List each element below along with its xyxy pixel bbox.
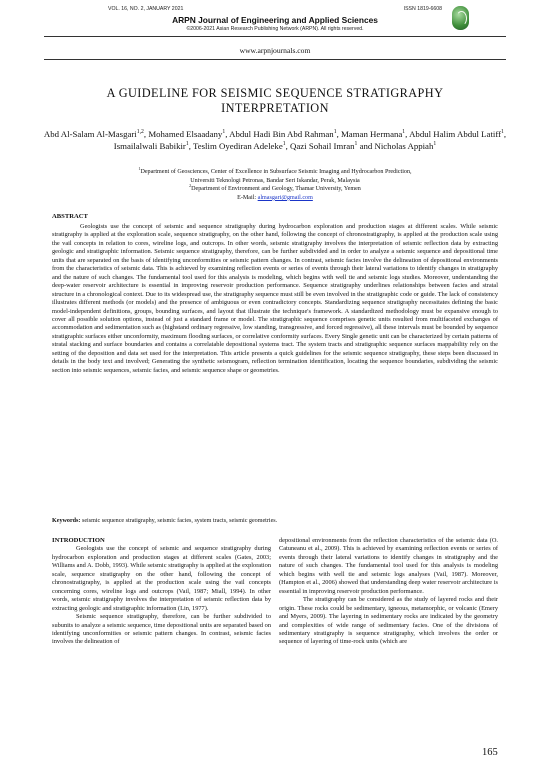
volume-info: VOL. 16, NO. 2, JANUARY 2021 — [108, 6, 184, 12]
keywords-label: Keywords: — [52, 518, 81, 524]
keywords-text: seismic sequence stratigraphy, seismic facies, system tracts, seismic geometries. — [81, 518, 278, 524]
author-6: Ismailalwali Babikir$^1$, — [113, 141, 193, 152]
header-rule-bottom — [44, 59, 506, 60]
author-1: Abd Al-Salam Al-Masgari$^{1,2}$, — [43, 129, 149, 139]
body-column-left — [52, 537, 271, 647]
author-2: Mohamed Elsaadany$^1$, — [148, 129, 230, 139]
email-line: E-Mail: almasgari@gmail.com — [237, 194, 313, 201]
author-9: and Nicholas Appiah$^1$ — [359, 141, 437, 152]
author-list — [30, 128, 520, 152]
body-paragraph: depositional environments from the reflection characteristics of the seismic data (O. Catuneanu et al., 2009). This is achieved by examining reflection events or series of events through their lateral variations to identify changes in stratigraphy and the nature of such changes. The fundamental tool used for this analysis is modeling which begins with well tie and seismic logs analyses (Vail, 1987). Moreover, (Hampton et al., 2006) showed that understanding deep water reservoir architecture is essential in improving reservoir production performance. — [279, 537, 498, 595]
body-column-right — [279, 537, 498, 647]
body-paragraph: Seismic sequence stratigraphy, therefore, can be further subdivided to subunits to analyze a seismic sequence, time depositional units are separated based on identifying unconformities or seismic pattern changes. In contrast, seismic facies involves the delineation of — [52, 613, 271, 646]
affiliation-2: $^2$Department of Environment and Geology, Thamar University, Yemen — [189, 183, 361, 193]
body-paragraph: The stratigraphy can be considered as the study of layered rocks and their origin. These rocks could be sedimentary, igneous, metamorphic, or volcanic (Emery and Myers, 2009). The layering in sedimentary rocks are indicated by the geometry and complexities of wide range of sedimentary facies. One of the divisions of sedimentary stratigraphy is sequence stratigraphy, which involves the order or sequence of layering of time-rock units (which are — [279, 596, 498, 646]
keywords — [52, 518, 498, 524]
affiliation-1: $^1$Department of Geosciences, Center of Excellence in Subsurface Seismic Imaging and Hydrocarbon Prediction, — [138, 165, 412, 175]
author-7: Teslim Oyediran Adeleke$^1$, — [192, 141, 291, 152]
journal-website[interactable]: www.arpnjournals.com — [239, 46, 311, 55]
introduction-heading: INTRODUCTION — [52, 537, 105, 544]
abstract-heading: ABSTRACT — [52, 213, 88, 220]
affiliations — [30, 165, 520, 202]
abstract-text: Geologists use the concept of seismic and sequence stratigraphy during hydrocarbon exploration and production stages at different scales. While seismic stratigraphy is applied at the exploration scale, sequence stratigraphy, on the other hand, following the concept of chronostratigraphy, is applied at the production scale using the vail concepts in relation to cores, wireline logs, and outcrops. In other words, seismic stratigraphy involves the interpretation of seismic reflection data by extracting geologic and stratigraphic information. Seismic sequence stratigraphy, therefore, can be further subdivided and in order to analyze a seismic sequence and depositional time units that are separated on the basis of identifying unconformities or seismic pattern changes. In contrast, seismic facies involve the delineation of depositional environments from the characteristics of seismic data. This is achieved by examining reflection events or series of events through their lateral variations to identify changes in stratigraphy and the nature of such changes. The fundamental tool used for this analysis is modeling, which begins with well tie and seismic logs studies. Moreover, understanding the deep-water reservoir architecture is essential in improving reservoir production performance. Sequence stratigraphy underlines relationships between facies and stratal structure in a chronological context. Due to its widespread use, the stratigraphy sequence must still be even involved in the stratigraphic code or guide. The lack of consistency illustrates different methods (or models) and the presence of ambiguous or even contradictory concepts. Standardizing sequence stratigraphy necessitates defining the basic model-independent definitions, groups, bounding surfaces, and layout that illustrate the technique's framework. A standardized methodology must be expansive enough to cover all possible solution options, instead of just a standard frame or model. The stratigraphic sequence comprises genetic units resulted from multifaceted exchanges of accommodation and sedimentation such as (highstand ordinary regressive, low standing, transgressive, and forced regressive), all these intervals must be bounded by sequence stratigraphic surfaces either unconformity, maximum flooding surfaces, or correlative conformity surfaces. Every Single genetic unit can be characterized by certain patterns of stratal stacking and surface boundaries and contains a correlatable depositional systems tract. The system tracts and stratigraphic sequence surfaces mappability rely on the setting of the deposition and data set used for the interpretation. This article presents a quick guidelines for the seismic sequence stratigraphy, these steps been discussed in details in the body text and involved; Generating the synthetic seismogram, reflection termination identification, locating the sequence boundaries, subdividing the seismic section into seismic sequences, seismic facies, and seismic sequence shape or geometries. — [52, 223, 498, 374]
email-link[interactable]: almasgari@gmail.com — [257, 194, 313, 201]
author-4: Maman Hermana$^1$, — [340, 129, 410, 139]
author-8: Qazi Sohail Imran$^1$ — [290, 141, 358, 152]
affiliation-1-cont: Universiti Teknologi Petronas, Bandar Seri Iskandar, Perak, Malaysia — [190, 177, 360, 184]
journal-copyright: ©2006-2021 Asian Research Publishing Network (ARPN). All rights reserved. — [186, 26, 364, 32]
journal-header-line — [108, 6, 442, 12]
author-5: Abdul Halim Abdul Latiff$^1$, — [409, 129, 507, 139]
page-number: 165 — [482, 747, 498, 758]
paper-title: A GUIDELINE FOR SEISMIC SEQUENCE STRATIGRAPHY INTERPRETATION — [106, 86, 444, 115]
header-rule-top — [44, 36, 506, 37]
journal-title: ARPN Journal of Engineering and Applied Sciences — [172, 15, 378, 25]
body-paragraph: Geologists use the concept of seismic and sequence stratigraphy during hydrocarbon exploration and production stages at different scales (Gates, 2003; Williams and A. Dobb, 1993). While seismic stratigraphy is applied at the exploration scale, sequence stratigraphy on the other hand, following the concept of chronostratigraphy, is applied at the production scale using the vail concepts concerning cores, wireline logs and outcrops (Vail, 1987; Miall, 1994). In other words, seismic stratigraphy involves the interpretation of seismic reflection data by extracting geologic and stratigraphic information (Lin, 1977). — [52, 545, 271, 612]
issn-info: ISSN 1819-6608 — [403, 6, 442, 12]
author-3: Abdul Hadi Bin Abd Rahman$^1$, — [229, 129, 341, 139]
